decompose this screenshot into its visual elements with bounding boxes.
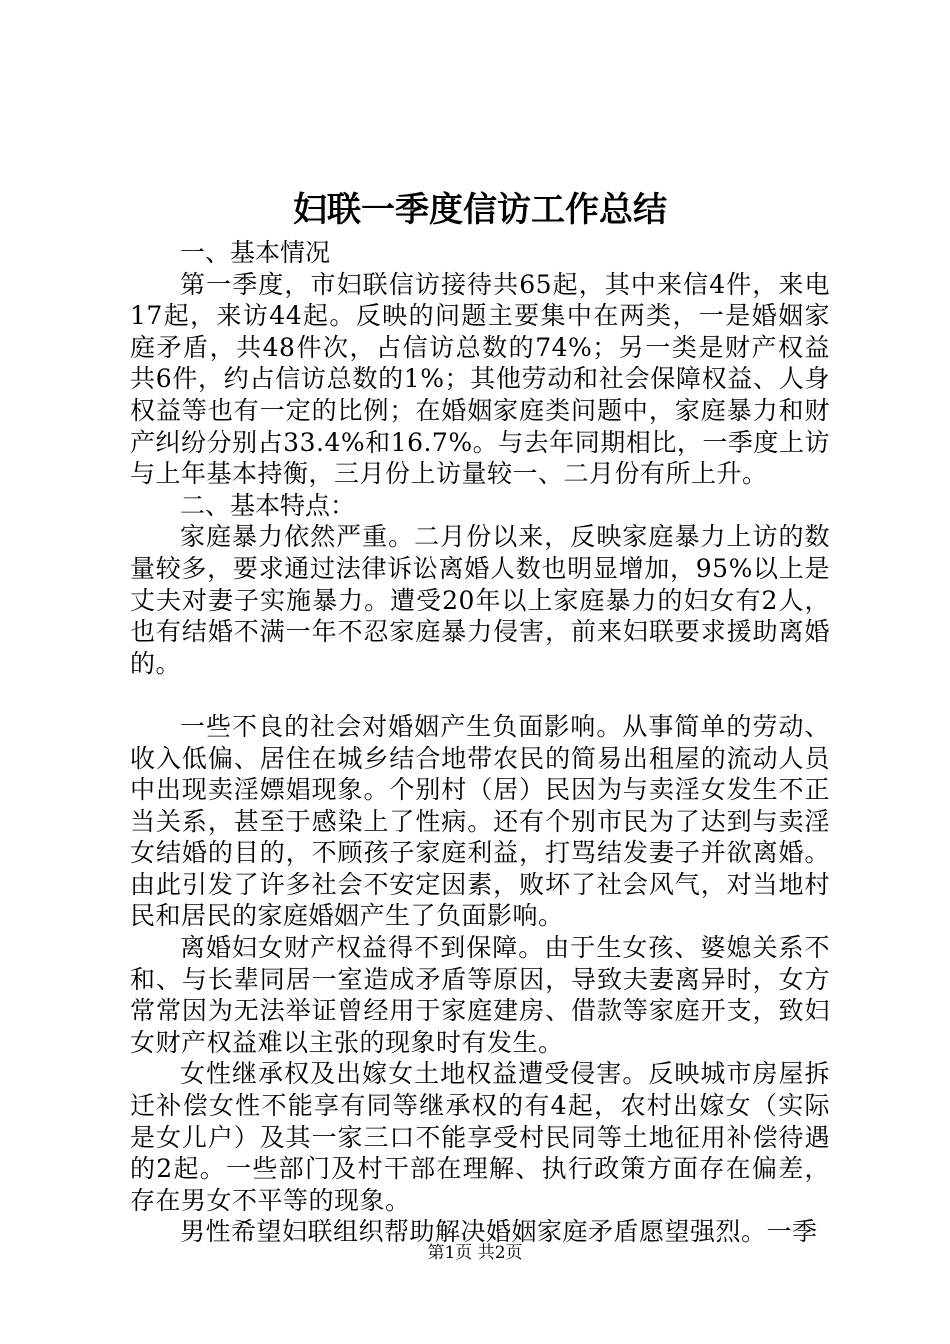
paragraph-basic-situation: 第一季度，市妇联信访接待共65起，其中来信4件，来电17起，来访44起。反映的问题主要集中在两类，一是婚姻家庭矛盾，共48件次，占信访总数的74%；另一类是财产权益共6件，约占信访总数的1%；其他劳动和社会保障权益、人身权益等也有一定的比例；在婚姻家庭类问题中，家庭暴力和财产纠纷分别占33.4%和16.7%。与去年同期相比，一季度上访与上年基本持衡，三月份上访量较一、二月份有所上升。 bbox=[130, 269, 830, 489]
paragraph-male-requests: 男性希望妇联组织帮助解决婚姻家庭矛盾愿望强烈。一季 bbox=[180, 1217, 818, 1247]
section-heading-basic-situation: 一、基本情况 bbox=[180, 238, 331, 267]
paragraph-social-influence: 一些不良的社会对婚姻产生负面影响。从事简单的劳动、收入低偏、居住在城乡结合地带农民的简易出租屋的流动人员中出现卖淫嫖娼现象。个别村（居）民因为与卖淫女发生不正当关系，甚至于感染上了性病。还有个别市民为了达到与卖淫女结婚的目的，不顾孩子家庭利益，打骂结发妻子并欲离婚。由此引发了许多社会不安定因素，败坏了社会风气，对当地村民和居民的家庭婚姻产生了负面影响。 bbox=[130, 711, 830, 931]
section-heading-basic-features: 二、基本特点： bbox=[180, 490, 356, 520]
document-page bbox=[130, 185, 830, 1248]
paragraph-domestic-violence: 家庭暴力依然严重。二月份以来，反映家庭暴力上访的数量较多，要求通过法律诉讼离婚人数也明显增加，95%以上是丈夫对妻子实施暴力。遭受20年以上家庭暴力的妇女有2人，也有结婚不满一年不忍家庭暴力侵害，前来妇联要求援助离婚的。 bbox=[130, 522, 830, 678]
blank-line bbox=[130, 679, 830, 711]
page-number-footer: 第1页 共2页 bbox=[427, 1243, 523, 1263]
document-title: 妇联一季度信访工作总结 bbox=[293, 190, 667, 230]
paragraph-inheritance-rights: 女性继承权及出嫁女土地权益遭受侵害。反映城市房屋拆迁补偿女性不能享有同等继承权的有4起，农村出嫁女（实际是女儿户）及其一家三口不能享受村民同等土地征用补偿待遇的2起。一些部门及村干部在理解、执行政策方面存在偏差，存在男女不平等的现象。 bbox=[130, 1059, 830, 1215]
paragraph-property-rights: 离婚妇女财产权益得不到保障。由于生女孩、婆媳关系不和、与长辈同居一室造成矛盾等原因，导致夫妻离异时，女方常常因为无法举证曾经用于家庭建房、借款等家庭开支，致妇女财产权益难以主张的现象时有发生。 bbox=[130, 933, 830, 1057]
